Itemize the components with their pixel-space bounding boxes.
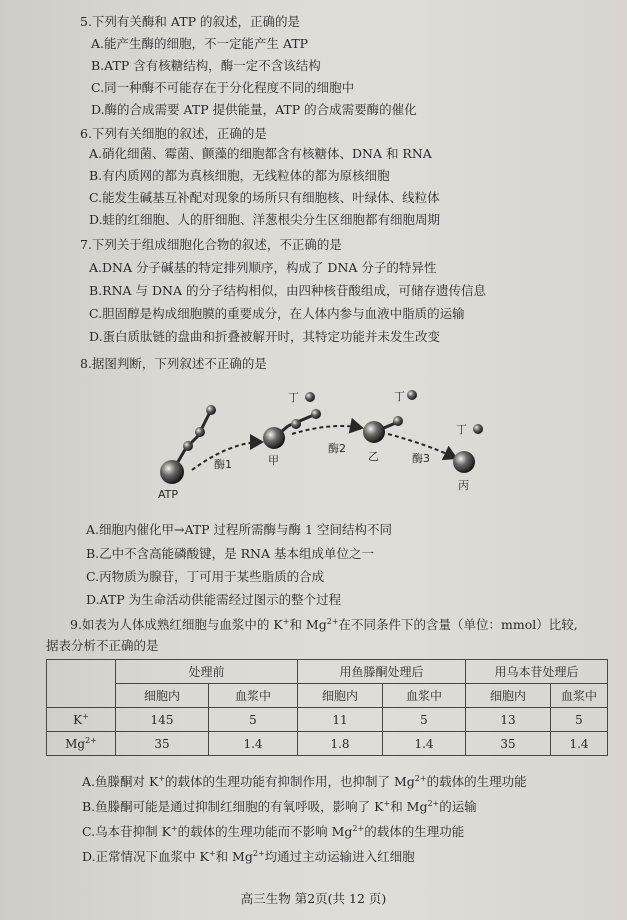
q8-option-b: B.乙中不含高能磷酸键，是 RNA 基本组成单位之一	[86, 546, 374, 561]
yi-molecule-icon	[363, 416, 403, 443]
table-cell: 35	[116, 732, 209, 756]
q6-option-b: B.有内质网的都为真核细胞，无线粒体的都为原核细胞	[89, 168, 390, 183]
page-footer: 高三生物 第2页(共 12 页)	[240, 891, 387, 906]
q7-option-a: A.DNA 分子碱基的特定排列顺序，构成了 DNA 分子的特异性	[89, 260, 437, 275]
table-row	[47, 708, 608, 732]
q5-stem: 5.下列有关酶和 ATP 的叙述，正确的是	[80, 14, 300, 29]
table-group-header: 用鱼滕酮处理后	[298, 660, 466, 684]
q9-option-b: B.鱼滕酮可能是通过抑制红细胞的有氧呼吸，影响了 K+和 $Mg^{2+}$的运输	[82, 798, 477, 814]
table-row-ion: $Mg^{2+}$	[47, 732, 116, 756]
q9-option-d: D.正常情况下血浆中 K+和 $Mg^{2+}$均通过主动运输进入红细胞	[82, 848, 415, 864]
table-cell: 5	[551, 708, 608, 732]
table-cell: 11	[298, 708, 383, 732]
q9-option-c: C.乌本苷抑制 K+的载体的生理功能而不影响 $Mg^{2+}$的载体的生理功能	[82, 823, 465, 839]
atp-label: ATP	[158, 488, 179, 501]
ding2-label: 丁	[394, 390, 405, 403]
table-subheader: 细胞内	[466, 684, 551, 708]
jia-label: 甲	[268, 454, 279, 467]
table-subheader: 细胞内	[298, 684, 383, 708]
q5-option-c: C.同一种酶不可能存在于分化程度不同的细胞中	[91, 80, 355, 95]
table-row-ion: K+	[47, 708, 116, 732]
bing-molecule-icon	[453, 451, 475, 473]
q8-option-c: C.丙物质为腺苷，丁可用于某些脂质的合成	[86, 569, 325, 584]
enzyme3-label: 酶3	[412, 452, 430, 465]
table-cell: 35	[466, 732, 551, 756]
table-cell: 5	[209, 708, 298, 732]
q8-stem: 8.据图判断，下列叙述不正确的是	[80, 356, 267, 371]
ion-concentration-table	[46, 659, 608, 756]
table-group-header: 处理前	[116, 660, 298, 684]
table-subheader: 血浆中	[383, 684, 466, 708]
enzyme1-label: 酶1	[214, 458, 232, 471]
atp-hydrolysis-diagram	[150, 386, 500, 506]
atp-molecule-icon	[160, 405, 216, 484]
bing-label: 丙	[458, 479, 469, 492]
q7-option-d: D.蛋白质肽链的盘曲和折叠被解开时，其特定功能并未发生改变	[89, 329, 441, 344]
yi-label: 乙	[368, 450, 379, 463]
q6-stem: 6.下列有关细胞的叙述，正确的是	[80, 126, 267, 141]
table-cell: 1.4	[383, 732, 466, 756]
ding3-label: 丁	[456, 423, 467, 436]
q9-option-a: A.鱼滕酮对 K+的载体的生理功能有抑制作用，也抑制了 $Mg^{2+}$的载体的生理功能	[82, 773, 527, 789]
q8-option-a: A.细胞内催化甲→ATP 过程所需酶与酶 1 空间结构不同	[86, 522, 392, 537]
enzyme2-label: 酶2	[328, 442, 346, 455]
table-cell: 1.4	[551, 732, 608, 756]
q7-option-c: C.胆固醇是构成细胞膜的重要成分，在人体内参与血液中脂质的运输	[89, 306, 465, 321]
ding1-icon	[305, 392, 315, 402]
q6-option-d: D.蛙的红细胞、人的肝细胞、洋葱根尖分生区细胞都有细胞周期	[89, 212, 441, 227]
q6-option-a: A.硝化细菌、霉菌、颤藻的细胞都含有核糖体、DNA 和 RNA	[89, 146, 432, 161]
q5-option-b: B.ATP 含有核糖结构，酶一定不含该结构	[91, 58, 321, 73]
q8-option-d: D.ATP 为生命活动供能需经过图示的整个过程	[86, 592, 342, 607]
arrow-2	[292, 426, 362, 434]
table-cell: 1.4	[209, 732, 298, 756]
q7-stem: 7.下列关于组成细胞化合物的叙述，不正确的是	[80, 237, 342, 252]
q9-stem-line2: 据表分析不正确的是	[46, 638, 159, 653]
q5-option-a: A.能产生酶的细胞，不一定能产生 ATP	[91, 36, 309, 51]
table-subheader: 细胞内	[116, 684, 209, 708]
table-subheader-row	[47, 684, 608, 708]
jia-molecule-icon	[263, 409, 321, 449]
table-cell: 13	[466, 708, 551, 732]
table-corner-cell	[47, 660, 116, 708]
ding3-icon	[473, 424, 483, 434]
ding2-icon	[407, 390, 417, 400]
q7-option-b: B.RNA 与 DNA 的分子结构相似，由四种核苷酸组成，可储存遗传信息	[89, 283, 486, 298]
table-subheader: 血浆中	[209, 684, 298, 708]
table-cell: 145	[116, 708, 209, 732]
q6-option-c: C.能发生碱基互补配对现象的场所只有细胞核、叶绿体、线粒体	[89, 190, 440, 205]
table-cell: 5	[383, 708, 466, 732]
table-subheader: 血浆中	[551, 684, 608, 708]
table-row	[47, 732, 608, 756]
table-group-header-row	[47, 660, 608, 684]
table-group-header: 用乌本苷处理后	[466, 660, 608, 684]
ding1-label: 丁	[288, 391, 299, 404]
table-cell: 1.8	[298, 732, 383, 756]
q9-stem-line1: 9.如表为人体成熟红细胞与血浆中的 K+和 $Mg^{2+}$在不同条件下的含量（单位：mmol）比较,	[70, 616, 578, 632]
q5-option-d: D.酶的合成需要 ATP 提供能量，ATP 的合成需要酶的催化	[91, 102, 417, 117]
